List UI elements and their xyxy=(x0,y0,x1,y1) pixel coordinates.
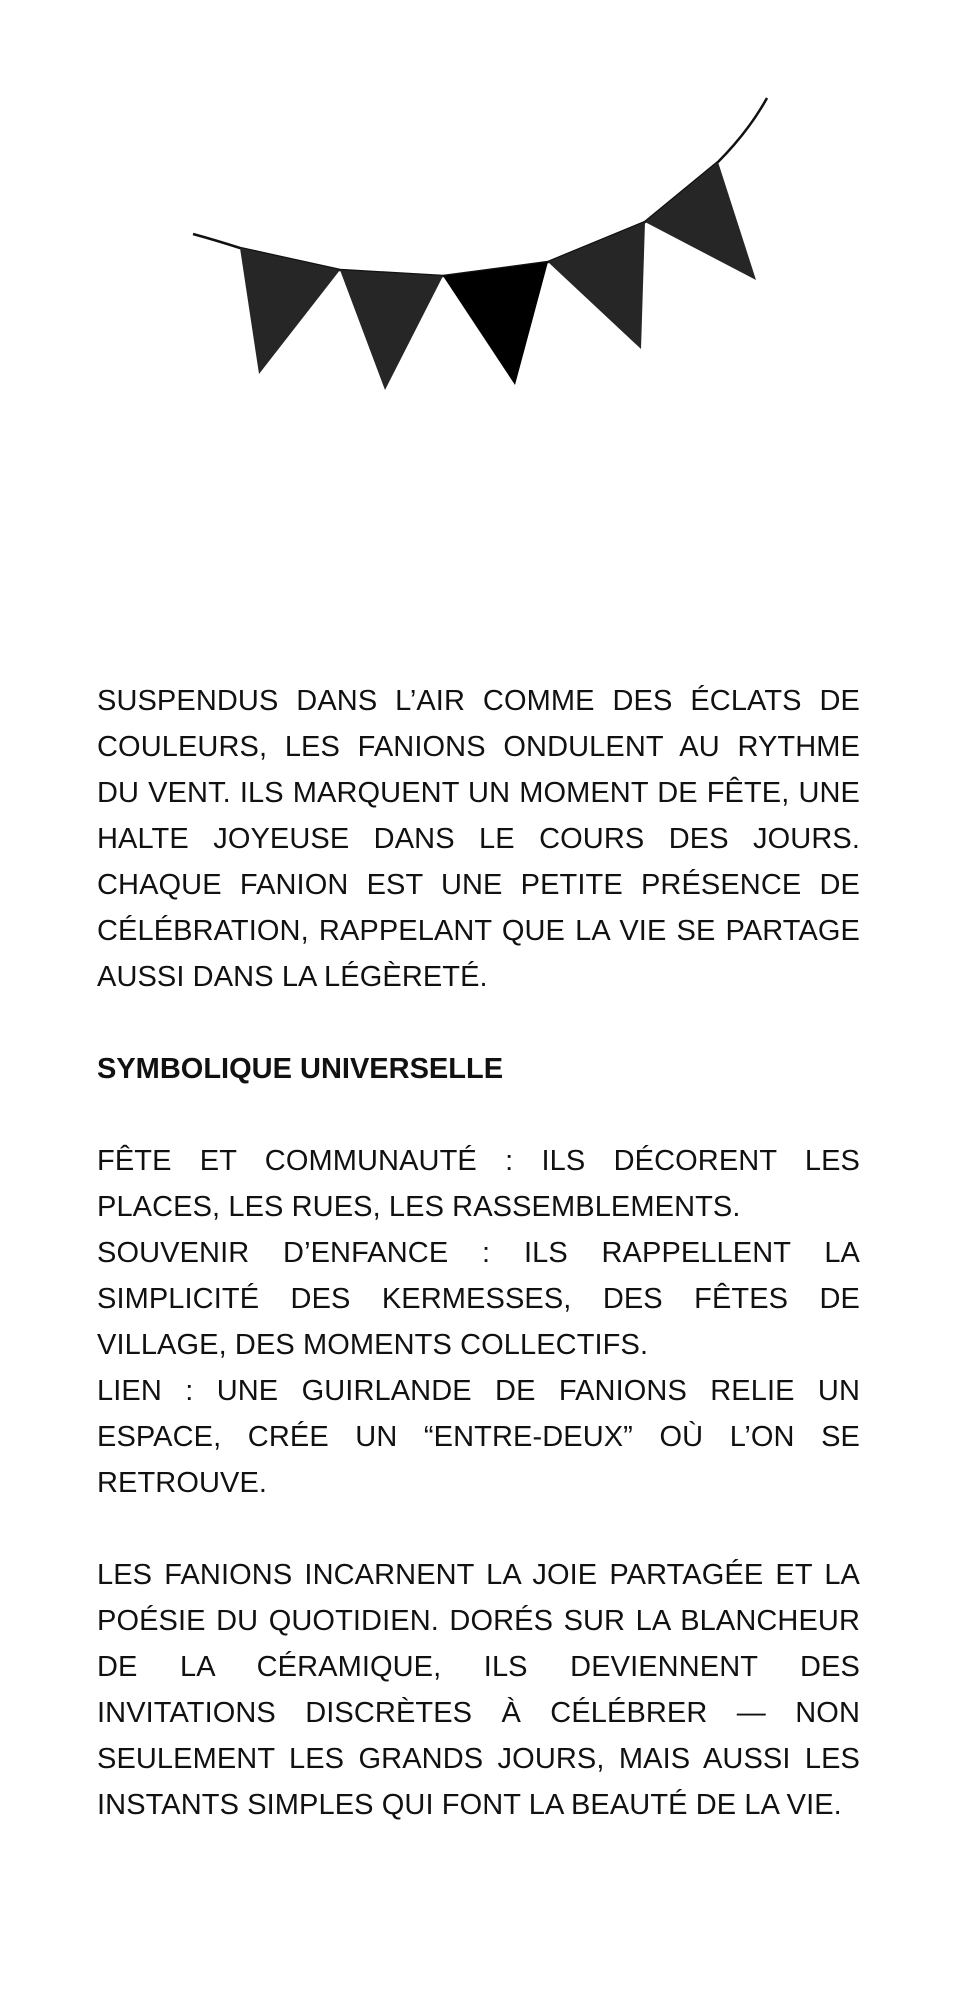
bunting-garland-icon xyxy=(0,0,955,420)
symbol-item-fete: FÊTE ET COMMUNAUTÉ : ILS DÉCORENT LES PLACES, LES RUES, LES RASSEMBLEMENTS. xyxy=(97,1145,860,1223)
conclusion-paragraph: LES FANIONS INCARNENT LA JOIE PARTAGÉE ET LA POÉSIE DU QUOTIDIEN. DORÉS SUR LA BLANCHEUR DE LA CÉRAMIQUE, ILS DEVIENNENT DES INVITATIONS DISCRÈTES À CÉLÉBRER — NON SEULEMENT LES GRANDS JOURS, MAIS AUSSI LES INSTANTS SIMPLES QUI FONT LA BEAUTÉ DE LA VIE. xyxy=(97,1559,860,1821)
symbol-item-lien: LIEN : UNE GUIRLANDE DE FANIONS RELIE UN ESPACE, CRÉE UN “ENTRE-DEUX” OÙ L’ON SE RETROUVE. xyxy=(97,1375,860,1499)
flag-1 xyxy=(240,248,340,374)
garland-string xyxy=(193,98,767,276)
intro-paragraph: SUSPENDUS DANS L’AIR COMME DES ÉCLATS DE COULEURS, LES FANIONS ONDULENT AU RYTHME DU VENT. ILS MARQUENT UN MOMENT DE FÊTE, UNE HALTE JOYEUSE DANS LE COURS DES JOURS. CHAQUE FANION EST UNE PETITE PRÉSENCE DE CÉLÉBRATION, RAPPELANT QUE LA VIE SE PARTAGE AUSSI DANS LA LÉGÈRETÉ. xyxy=(97,685,860,993)
flag-5 xyxy=(645,162,756,280)
flag-3 xyxy=(443,262,548,385)
text-content xyxy=(97,678,860,1828)
section-title: SYMBOLIQUE UNIVERSELLE xyxy=(97,1053,504,1085)
symbol-item-enfance: SOUVENIR D’ENFANCE : ILS RAPPELLENT LA SIMPLICITÉ DES KERMESSES, DES FÊTES DE VILLAGE, DES MOMENTS COLLECTIFS. xyxy=(97,1237,860,1361)
flag-2 xyxy=(340,270,443,390)
